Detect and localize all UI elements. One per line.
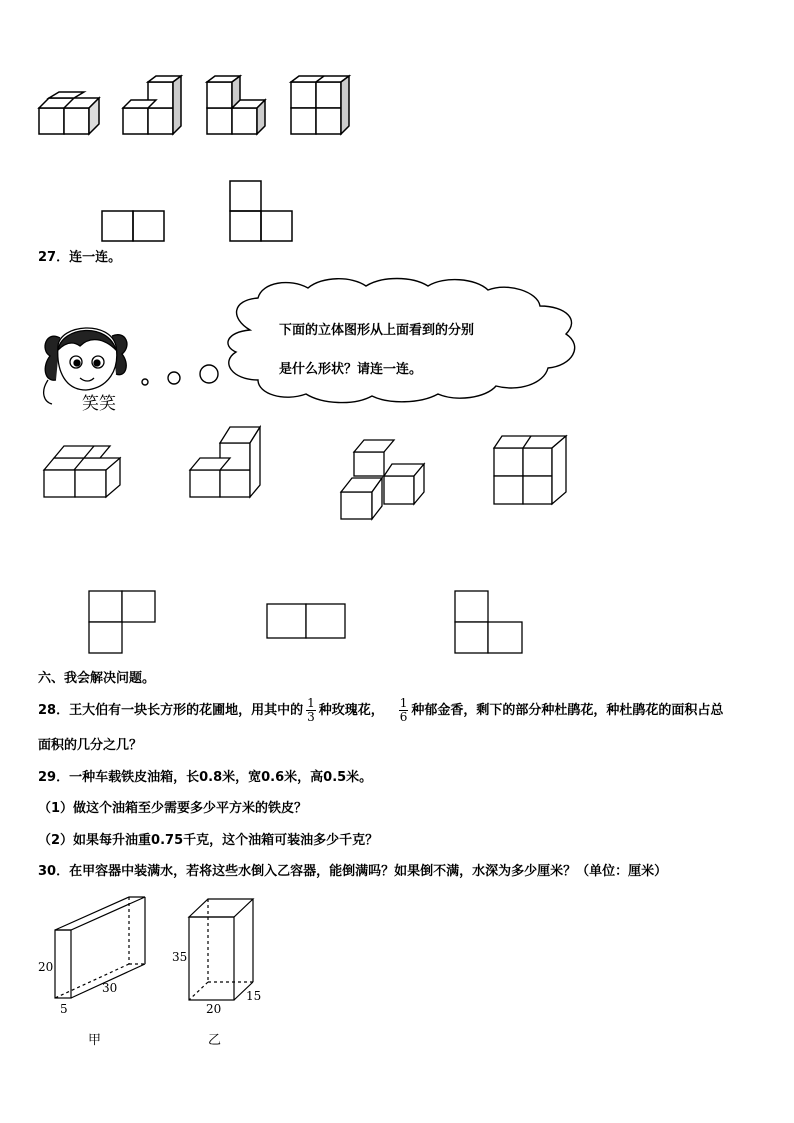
bubble-text-line-1: 下面的立体图形从上面看到的分别 — [279, 323, 475, 338]
container-a-length-label: 30 — [102, 981, 118, 995]
question-28-line-2: 面积的几分之几？ — [38, 738, 143, 753]
question-29-sub-1: （1）做这个油箱至少需要多少平方米的铁皮？ — [38, 801, 308, 816]
container-a-prism — [55, 897, 145, 998]
q28-text-part-3: 种郁金香，剩下的部分种杜鹃花，种杜鹃花的面积占总 — [411, 702, 724, 718]
character-caption: 笑笑 — [82, 394, 116, 414]
question-29-stem: 29．一种车载铁皮油箱，长0.8米，宽0.6米，高0.5米。 — [38, 770, 373, 785]
container-b-caption: 乙 — [208, 1033, 222, 1048]
container-b-width-label: 15 — [246, 989, 262, 1003]
q28-text-part-1: 28．王大伯有一块长方形的花圃地，用其中的 — [38, 702, 304, 718]
container-b-prism — [189, 899, 253, 1000]
question-29-sub-2: （2）如果每升油重0.75千克，这个油箱可装油多少千克？ — [38, 833, 379, 848]
question-30-stem: 30．在甲容器中装满水，若将这些水倒入乙容器，能倒满吗？如果倒不满，水深为多少厘米？（单位：厘米） — [38, 864, 668, 879]
bubble-text-line-2: 是什么形状？请连一连。 — [279, 362, 423, 377]
container-a-caption: 甲 — [88, 1033, 102, 1048]
fraction-1-denominator: 3 — [307, 710, 315, 724]
container-b-height-label: 35 — [172, 950, 188, 964]
fraction-2-numerator: 1 — [399, 696, 408, 710]
question-27-label: 27．连一连。 — [38, 250, 122, 265]
q28-text-part-2: 种玫瑰花， — [318, 702, 384, 718]
section-6-heading: 六、我会解决问题。 — [38, 671, 156, 686]
fraction-2-denominator: 6 — [399, 710, 408, 724]
container-a-height-label: 20 — [38, 960, 54, 974]
fraction-1-numerator: 1 — [307, 696, 315, 710]
container-a-width-label: 5 — [60, 1002, 68, 1016]
container-b-length-label: 20 — [206, 1002, 222, 1016]
